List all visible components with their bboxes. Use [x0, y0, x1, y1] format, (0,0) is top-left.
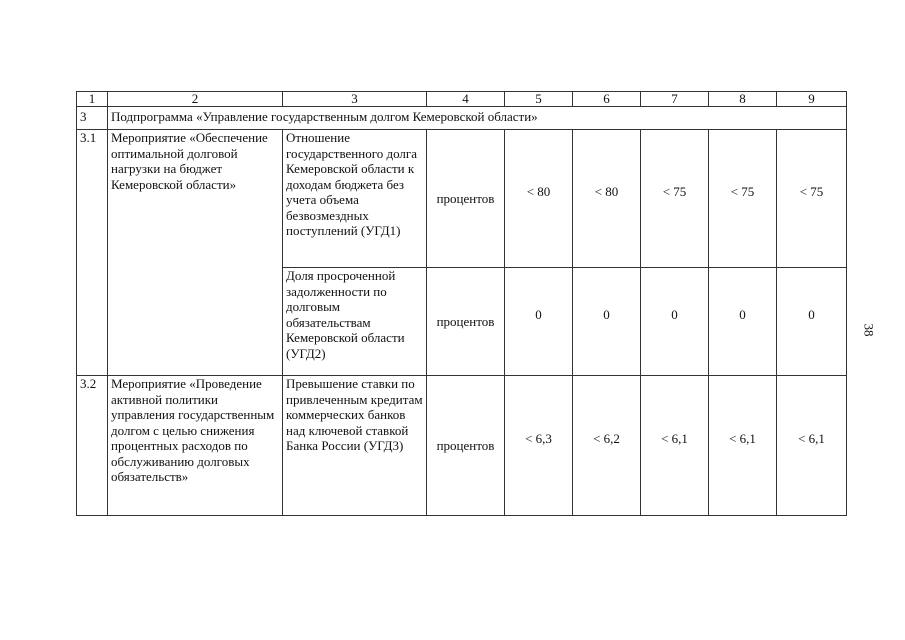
header-cell: 4	[427, 92, 505, 107]
subprogram-number: 3	[77, 107, 108, 130]
indicator-value: < 6,3	[505, 376, 573, 516]
indicators-table	[76, 91, 847, 516]
indicator-value: 0	[709, 268, 777, 376]
indicator-value: 0	[777, 268, 847, 376]
table-row	[77, 130, 847, 268]
measure-number: 3.1	[77, 130, 108, 376]
indicator-value: < 75	[709, 130, 777, 268]
indicator-value: < 80	[573, 130, 641, 268]
measure-name: Мероприятие «Проведение активной политики управления государственным долгом с целью снижения процентных расходов по обслуживанию долговых обязательств»	[108, 376, 283, 516]
header-cell: 5	[505, 92, 573, 107]
header-row	[77, 92, 847, 107]
indicator-value: < 6,1	[777, 376, 847, 516]
indicator-unit: процентов	[427, 130, 505, 268]
header-cell: 6	[573, 92, 641, 107]
page-number: 38	[861, 323, 877, 337]
indicator-unit: процентов	[427, 268, 505, 376]
indicator-value: < 75	[777, 130, 847, 268]
indicator-value: < 6,1	[641, 376, 709, 516]
indicator-value: 0	[573, 268, 641, 376]
indicator-name: Превышение ставки по привлеченным кредитам коммерческих банков над ключевой ставкой Банка России (УГД3)	[283, 376, 427, 516]
indicator-unit: процентов	[427, 376, 505, 516]
subprogram-title: Подпрограмма «Управление государственным долгом Кемеровской области»	[108, 107, 847, 130]
header-cell: 7	[641, 92, 709, 107]
header-cell: 2	[108, 92, 283, 107]
measure-name: Мероприятие «Обеспечение оптимальной долговой нагрузки на бюджет Кемеровской области»	[108, 130, 283, 376]
header-cell: 3	[283, 92, 427, 107]
indicator-value: < 75	[641, 130, 709, 268]
indicator-name: Доля просроченной задолженности по долговым обязательствам Кемеровской области (УГД2)	[283, 268, 427, 376]
measure-number: 3.2	[77, 376, 108, 516]
header-cell: 8	[709, 92, 777, 107]
table-row	[77, 376, 847, 516]
header-cell: 9	[777, 92, 847, 107]
header-cell: 1	[77, 92, 108, 107]
indicator-value: < 6,1	[709, 376, 777, 516]
indicator-value: 0	[505, 268, 573, 376]
indicator-value: < 80	[505, 130, 573, 268]
indicator-value: 0	[641, 268, 709, 376]
subprogram-row	[77, 107, 847, 130]
indicator-value: < 6,2	[573, 376, 641, 516]
indicator-name: Отношение государственного долга Кемеровской области к доходам бюджета без учета объема безвозмездных поступлений (УГД1)	[283, 130, 427, 268]
